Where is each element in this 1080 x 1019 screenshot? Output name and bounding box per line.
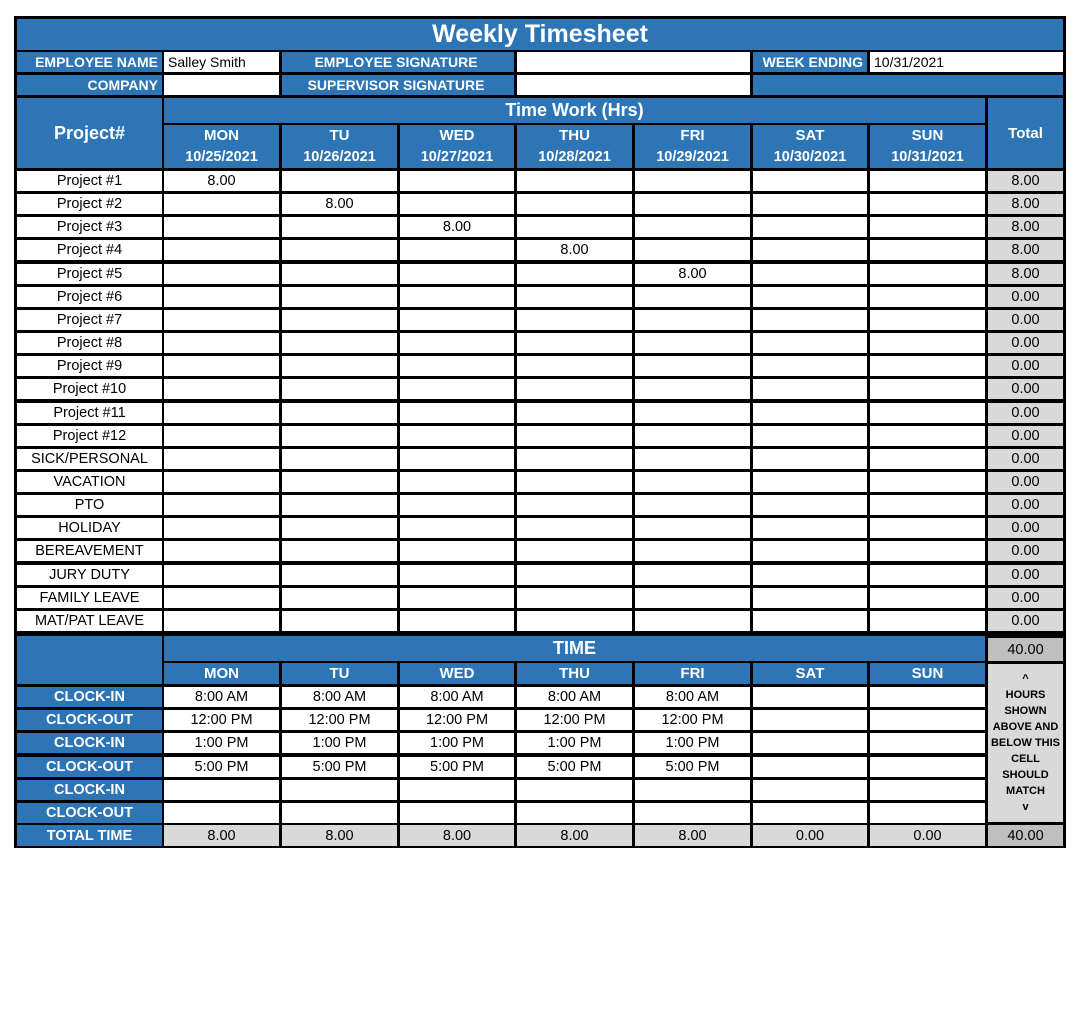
hours-input[interactable] xyxy=(753,356,867,376)
row-total: 0.00 xyxy=(988,565,1063,585)
time-section-blank xyxy=(17,636,162,684)
hours-input[interactable] xyxy=(753,194,867,214)
hours-input[interactable] xyxy=(635,310,750,330)
hours-input[interactable] xyxy=(517,333,632,353)
row-total: 0.00 xyxy=(988,541,1063,561)
row-label: Project #4 xyxy=(17,240,162,260)
hours-input[interactable] xyxy=(282,240,397,260)
clock-time-input[interactable] xyxy=(282,780,397,800)
clock-row-label: CLOCK-OUT xyxy=(17,757,162,777)
clock-time-input[interactable]: 1:00 PM xyxy=(400,733,514,753)
hours-input[interactable] xyxy=(282,518,397,538)
hours-input[interactable] xyxy=(164,611,279,631)
row-label: Project #8 xyxy=(17,333,162,353)
total-time-label: TOTAL TIME xyxy=(17,825,162,846)
hours-input[interactable] xyxy=(282,310,397,330)
hours-input[interactable] xyxy=(753,588,867,608)
hours-input[interactable] xyxy=(164,287,279,307)
day-header-sat: SAT xyxy=(753,125,867,146)
employee-name-label: EMPLOYEE NAME xyxy=(17,52,162,72)
hours-input[interactable] xyxy=(753,240,867,260)
hours-input[interactable] xyxy=(870,611,985,631)
row-total: 0.00 xyxy=(988,403,1063,423)
clock-time-input[interactable]: 8:00 AM xyxy=(400,687,514,707)
clock-row-label: CLOCK-IN xyxy=(17,733,162,753)
row-label: Project #3 xyxy=(17,217,162,237)
hours-input[interactable] xyxy=(635,518,750,538)
match-note-line: MATCH xyxy=(1006,785,1045,797)
row-label: VACATION xyxy=(17,472,162,492)
clock-time-input[interactable] xyxy=(753,803,867,823)
row-total: 0.00 xyxy=(988,611,1063,631)
row-label: Project #5 xyxy=(17,264,162,284)
row-total: 0.00 xyxy=(988,449,1063,469)
time-work-title: Time Work (Hrs) xyxy=(164,98,985,123)
hours-input[interactable] xyxy=(870,287,985,307)
clock-time-input[interactable] xyxy=(753,687,867,707)
time-day-header-thu: THU xyxy=(517,663,632,684)
hours-input[interactable] xyxy=(282,217,397,237)
hours-input[interactable] xyxy=(517,264,632,284)
hours-input[interactable] xyxy=(164,217,279,237)
match-note-line: BELOW THIS xyxy=(990,737,1061,749)
hours-input[interactable] xyxy=(400,495,514,515)
hours-input[interactable] xyxy=(517,426,632,446)
hours-input[interactable] xyxy=(517,541,632,561)
hours-input[interactable] xyxy=(635,333,750,353)
row-label: Project #9 xyxy=(17,356,162,376)
hours-input[interactable] xyxy=(164,495,279,515)
clock-time-input[interactable] xyxy=(753,780,867,800)
day-total-time: 8.00 xyxy=(517,825,632,846)
clock-time-input[interactable]: 8:00 AM xyxy=(282,687,397,707)
hours-input[interactable] xyxy=(400,403,514,423)
hours-input[interactable] xyxy=(400,588,514,608)
clock-time-input[interactable] xyxy=(400,803,514,823)
hours-input[interactable] xyxy=(870,565,985,585)
header-blank xyxy=(753,75,1063,95)
hours-input[interactable] xyxy=(164,565,279,585)
clock-time-input[interactable]: 12:00 PM xyxy=(517,710,632,730)
hours-input[interactable]: 8.00 xyxy=(400,217,514,237)
date-header: 10/27/2021 xyxy=(400,146,514,168)
time-grand-total: 40.00 xyxy=(988,825,1063,846)
hours-input[interactable] xyxy=(517,449,632,469)
hours-input[interactable] xyxy=(635,541,750,561)
row-total: 8.00 xyxy=(988,194,1063,214)
hours-input[interactable] xyxy=(400,565,514,585)
company-field[interactable] xyxy=(164,75,279,95)
hours-input[interactable] xyxy=(164,264,279,284)
hours-input[interactable] xyxy=(164,541,279,561)
hours-input[interactable] xyxy=(517,217,632,237)
hours-input[interactable] xyxy=(164,379,279,399)
row-label: MAT/PAT LEAVE xyxy=(17,611,162,631)
time-day-header-sat: SAT xyxy=(753,663,867,684)
row-total: 0.00 xyxy=(988,588,1063,608)
row-label: Project #6 xyxy=(17,287,162,307)
hours-input[interactable] xyxy=(282,171,397,191)
match-note-line: SHOWN xyxy=(1004,705,1047,717)
clock-time-input[interactable]: 1:00 PM xyxy=(164,733,279,753)
hours-input[interactable] xyxy=(517,379,632,399)
hours-input[interactable] xyxy=(753,449,867,469)
hours-input[interactable] xyxy=(400,379,514,399)
hours-input[interactable] xyxy=(753,541,867,561)
hours-input[interactable] xyxy=(282,333,397,353)
hours-input[interactable] xyxy=(282,379,397,399)
hours-input[interactable] xyxy=(282,287,397,307)
hours-input[interactable] xyxy=(400,541,514,561)
clock-time-input[interactable]: 12:00 PM xyxy=(400,710,514,730)
clock-time-input[interactable]: 5:00 PM xyxy=(282,757,397,777)
row-total: 0.00 xyxy=(988,379,1063,399)
clock-time-input[interactable]: 1:00 PM xyxy=(282,733,397,753)
hours-input[interactable] xyxy=(400,171,514,191)
clock-time-input[interactable]: 5:00 PM xyxy=(164,757,279,777)
clock-time-input[interactable] xyxy=(753,757,867,777)
total-header: Total xyxy=(988,98,1063,168)
clock-time-input[interactable] xyxy=(870,780,985,800)
date-header: 10/30/2021 xyxy=(753,146,867,168)
clock-time-input[interactable]: 1:00 PM xyxy=(517,733,632,753)
match-note-line: CELL SHOULD xyxy=(1002,753,1049,781)
hours-input[interactable] xyxy=(870,495,985,515)
hours-input[interactable] xyxy=(753,565,867,585)
clock-time-input[interactable]: 8:00 AM xyxy=(164,687,279,707)
hours-input[interactable] xyxy=(870,449,985,469)
time-day-header-sun: SUN xyxy=(870,663,985,684)
hours-input[interactable] xyxy=(635,495,750,515)
row-label: Project #1 xyxy=(17,171,162,191)
date-header: 10/25/2021 xyxy=(164,146,279,168)
hours-input[interactable] xyxy=(400,472,514,492)
supervisor-signature-field[interactable] xyxy=(517,75,750,95)
hours-input[interactable] xyxy=(282,356,397,376)
hours-input[interactable] xyxy=(635,426,750,446)
row-label: SICK/PERSONAL xyxy=(17,449,162,469)
hours-input[interactable] xyxy=(517,518,632,538)
hours-input[interactable] xyxy=(635,240,750,260)
row-label: FAMILY LEAVE xyxy=(17,588,162,608)
clock-time-input[interactable] xyxy=(517,780,632,800)
hours-input[interactable] xyxy=(635,611,750,631)
row-label: Project #11 xyxy=(17,403,162,423)
hours-input[interactable] xyxy=(164,403,279,423)
hours-input[interactable] xyxy=(870,194,985,214)
clock-time-input[interactable]: 8:00 AM xyxy=(517,687,632,707)
row-total: 0.00 xyxy=(988,495,1063,515)
hours-input[interactable] xyxy=(400,333,514,353)
match-note-line: v xyxy=(1022,801,1029,813)
row-total: 0.00 xyxy=(988,472,1063,492)
hours-input[interactable] xyxy=(635,449,750,469)
clock-row-label: CLOCK-OUT xyxy=(17,710,162,730)
hours-input[interactable] xyxy=(635,379,750,399)
hours-input[interactable] xyxy=(164,426,279,446)
hours-input[interactable] xyxy=(400,194,514,214)
hours-input[interactable] xyxy=(753,426,867,446)
hours-input[interactable]: 8.00 xyxy=(517,240,632,260)
date-header: 10/26/2021 xyxy=(282,146,397,168)
hours-input[interactable] xyxy=(753,171,867,191)
clock-time-input[interactable] xyxy=(282,803,397,823)
hours-input[interactable] xyxy=(753,379,867,399)
time-day-header-fri: FRI xyxy=(635,663,750,684)
hours-input[interactable] xyxy=(282,541,397,561)
row-label: Project #10 xyxy=(17,379,162,399)
hours-input[interactable] xyxy=(164,240,279,260)
row-total: 0.00 xyxy=(988,518,1063,538)
day-header-wed: WED xyxy=(400,125,514,146)
hours-input[interactable] xyxy=(282,403,397,423)
hours-input[interactable] xyxy=(282,426,397,446)
weekly-timesheet xyxy=(14,16,1066,848)
day-total-time: 8.00 xyxy=(282,825,397,846)
hours-input[interactable] xyxy=(870,588,985,608)
clock-row-label: CLOCK-IN xyxy=(17,687,162,707)
hours-input[interactable] xyxy=(400,518,514,538)
hours-input[interactable] xyxy=(400,356,514,376)
hours-input[interactable] xyxy=(635,588,750,608)
clock-time-input[interactable]: 5:00 PM xyxy=(400,757,514,777)
hours-input[interactable] xyxy=(400,426,514,446)
hours-input[interactable] xyxy=(870,403,985,423)
supervisor-signature-label: SUPERVISOR SIGNATURE xyxy=(282,75,514,95)
day-total-time: 0.00 xyxy=(870,825,985,846)
clock-time-input[interactable]: 12:00 PM xyxy=(635,710,750,730)
hours-input[interactable] xyxy=(635,565,750,585)
row-total: 8.00 xyxy=(988,217,1063,237)
hours-input[interactable] xyxy=(635,472,750,492)
row-total: 0.00 xyxy=(988,356,1063,376)
row-total: 0.00 xyxy=(988,333,1063,353)
clock-time-input[interactable] xyxy=(635,780,750,800)
time-day-header-tu: TU xyxy=(282,663,397,684)
row-label: HOLIDAY xyxy=(17,518,162,538)
hours-input[interactable] xyxy=(282,495,397,515)
clock-row-label: CLOCK-IN xyxy=(17,780,162,800)
hours-input[interactable] xyxy=(870,518,985,538)
day-header-mon: MON xyxy=(164,125,279,146)
clock-time-input[interactable] xyxy=(517,803,632,823)
row-total: 0.00 xyxy=(988,310,1063,330)
clock-time-input[interactable] xyxy=(870,733,985,753)
hours-input[interactable] xyxy=(164,356,279,376)
row-total: 8.00 xyxy=(988,240,1063,260)
hours-input[interactable] xyxy=(517,611,632,631)
hours-input[interactable] xyxy=(282,588,397,608)
hours-input[interactable] xyxy=(870,264,985,284)
hours-input[interactable] xyxy=(635,356,750,376)
hours-input[interactable] xyxy=(282,611,397,631)
hours-input[interactable] xyxy=(635,194,750,214)
clock-time-input[interactable]: 1:00 PM xyxy=(635,733,750,753)
match-note-line: ^ xyxy=(1022,673,1029,685)
day-total-time: 8.00 xyxy=(635,825,750,846)
date-header: 10/29/2021 xyxy=(635,146,750,168)
match-note-line: HOURS xyxy=(1005,689,1046,701)
row-label: Project #2 xyxy=(17,194,162,214)
row-total: 0.00 xyxy=(988,426,1063,446)
hours-input[interactable] xyxy=(870,333,985,353)
hours-input[interactable] xyxy=(870,541,985,561)
hours-input[interactable] xyxy=(164,472,279,492)
hours-input[interactable] xyxy=(517,472,632,492)
clock-time-input[interactable] xyxy=(870,687,985,707)
week-ending-label: WEEK ENDING xyxy=(753,52,867,72)
hours-input[interactable] xyxy=(870,171,985,191)
clock-row-label: CLOCK-OUT xyxy=(17,803,162,823)
hours-input[interactable] xyxy=(400,264,514,284)
hours-input[interactable] xyxy=(282,565,397,585)
match-note-line: ABOVE AND xyxy=(992,721,1059,733)
hours-input[interactable] xyxy=(753,264,867,284)
time-day-header-wed: WED xyxy=(400,663,514,684)
hours-input[interactable] xyxy=(753,518,867,538)
clock-time-input[interactable] xyxy=(870,757,985,777)
hours-input[interactable] xyxy=(282,264,397,284)
hours-input[interactable] xyxy=(635,403,750,423)
hours-input[interactable] xyxy=(517,287,632,307)
employee-signature-field[interactable] xyxy=(517,52,750,72)
hours-input[interactable] xyxy=(753,472,867,492)
clock-time-input[interactable] xyxy=(164,803,279,823)
hours-input[interactable] xyxy=(870,356,985,376)
clock-time-input[interactable]: 8:00 AM xyxy=(635,687,750,707)
hours-input[interactable] xyxy=(753,310,867,330)
hours-input[interactable] xyxy=(282,449,397,469)
hours-input[interactable] xyxy=(635,171,750,191)
hours-input[interactable]: 8.00 xyxy=(164,171,279,191)
page-title: Weekly Timesheet xyxy=(17,19,1063,50)
match-note xyxy=(988,664,1063,822)
clock-time-input[interactable]: 5:00 PM xyxy=(517,757,632,777)
hours-input[interactable] xyxy=(164,194,279,214)
day-header-fri: FRI xyxy=(635,125,750,146)
time-section-title: TIME xyxy=(164,636,985,661)
hours-input[interactable] xyxy=(870,379,985,399)
clock-time-input[interactable] xyxy=(400,780,514,800)
hours-input[interactable] xyxy=(282,472,397,492)
clock-time-input[interactable] xyxy=(635,803,750,823)
hours-input[interactable] xyxy=(164,449,279,469)
hours-input[interactable] xyxy=(753,287,867,307)
employee-name-field[interactable]: Salley Smith xyxy=(164,52,279,72)
date-header: 10/31/2021 xyxy=(870,146,985,168)
clock-time-input[interactable]: 12:00 PM xyxy=(282,710,397,730)
hours-input[interactable] xyxy=(400,240,514,260)
hours-input[interactable] xyxy=(753,333,867,353)
company-label: COMPANY xyxy=(17,75,162,95)
day-total-time: 8.00 xyxy=(400,825,514,846)
clock-time-input[interactable] xyxy=(870,803,985,823)
hours-input[interactable] xyxy=(870,240,985,260)
day-total-time: 0.00 xyxy=(753,825,867,846)
hours-input[interactable] xyxy=(517,356,632,376)
hours-input[interactable] xyxy=(635,287,750,307)
hours-input[interactable] xyxy=(400,449,514,469)
hours-input[interactable] xyxy=(870,310,985,330)
employee-signature-label: EMPLOYEE SIGNATURE xyxy=(282,52,514,72)
hours-input[interactable]: 8.00 xyxy=(282,194,397,214)
hours-input[interactable] xyxy=(517,588,632,608)
hours-input[interactable] xyxy=(870,472,985,492)
day-header-thu: THU xyxy=(517,125,632,146)
day-total-time: 8.00 xyxy=(164,825,279,846)
clock-time-input[interactable] xyxy=(870,710,985,730)
hours-input[interactable] xyxy=(400,611,514,631)
hours-input[interactable] xyxy=(753,403,867,423)
hours-input[interactable] xyxy=(753,217,867,237)
day-header-tu: TU xyxy=(282,125,397,146)
hours-grand-total: 40.00 xyxy=(988,638,1063,661)
row-label: Project #7 xyxy=(17,310,162,330)
row-total: 0.00 xyxy=(988,287,1063,307)
row-label: BEREAVEMENT xyxy=(17,541,162,561)
clock-time-input[interactable] xyxy=(753,710,867,730)
hours-input[interactable] xyxy=(753,495,867,515)
hours-input[interactable] xyxy=(517,495,632,515)
day-header-sun: SUN xyxy=(870,125,985,146)
time-day-header-mon: MON xyxy=(164,663,279,684)
week-ending-field[interactable]: 10/31/2021 xyxy=(870,52,1063,72)
hours-input[interactable] xyxy=(400,310,514,330)
hours-input[interactable]: 8.00 xyxy=(635,264,750,284)
hours-input[interactable] xyxy=(164,310,279,330)
hours-input[interactable] xyxy=(517,171,632,191)
hours-input[interactable] xyxy=(517,565,632,585)
hours-input[interactable] xyxy=(164,333,279,353)
hours-input[interactable] xyxy=(164,518,279,538)
hours-input[interactable] xyxy=(870,217,985,237)
hours-input[interactable] xyxy=(635,217,750,237)
clock-time-input[interactable]: 12:00 PM xyxy=(164,710,279,730)
row-label: Project #12 xyxy=(17,426,162,446)
clock-time-input[interactable] xyxy=(164,780,279,800)
row-total: 8.00 xyxy=(988,171,1063,191)
hours-input[interactable] xyxy=(870,426,985,446)
hours-input[interactable] xyxy=(517,403,632,423)
hours-input[interactable] xyxy=(400,287,514,307)
clock-time-input[interactable] xyxy=(753,733,867,753)
clock-time-input[interactable]: 5:00 PM xyxy=(635,757,750,777)
hours-input[interactable] xyxy=(164,588,279,608)
row-label: JURY DUTY xyxy=(17,565,162,585)
project-header: Project# xyxy=(17,98,162,168)
hours-input[interactable] xyxy=(517,194,632,214)
hours-input[interactable] xyxy=(517,310,632,330)
hours-input[interactable] xyxy=(753,611,867,631)
row-label: PTO xyxy=(17,495,162,515)
row-total: 8.00 xyxy=(988,264,1063,284)
date-header: 10/28/2021 xyxy=(517,146,632,168)
